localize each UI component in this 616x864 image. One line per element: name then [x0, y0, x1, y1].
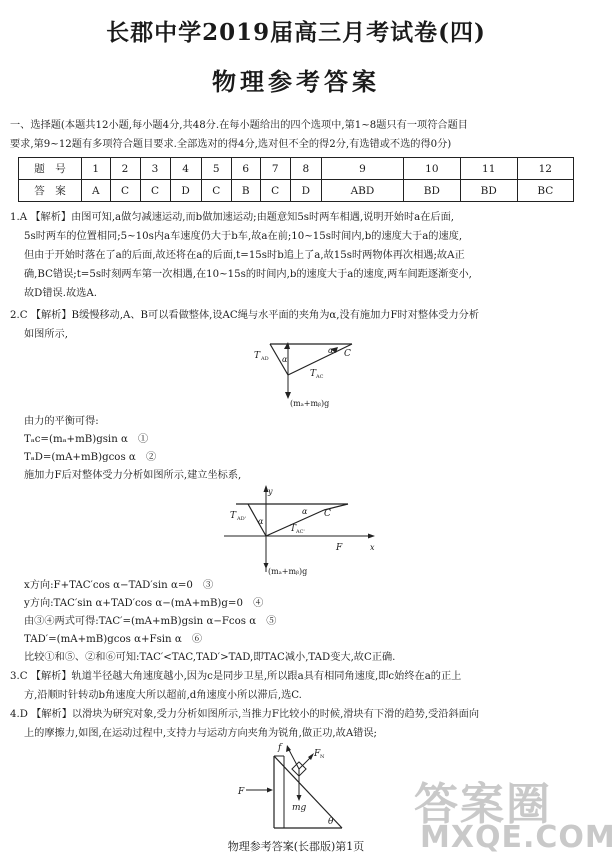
equation-5: 由③④两式可得:TAC′=(mA+mB)gsin α−Fcos α ⑤: [24, 616, 277, 627]
equation-2: TₐD=(mA+mB)gcos α ②: [24, 452, 157, 463]
answer-cell: C: [110, 180, 140, 202]
c-label: C: [324, 509, 331, 519]
q4-line: 4.D 【解析】以滑块为研究对象,受力分析如图所示,当推力F比较小的时候,滑块有下滑的趋势,受沿斜面向: [10, 709, 480, 720]
q2-line: 2.C 【解析】B缓慢移动,A、B可以看做整体,设AC绳与水平面的夹角为α,没有施加力F时对整体受力分析: [10, 310, 480, 321]
y-axis-label: y: [268, 487, 273, 496]
t-ad-label: T: [254, 351, 261, 361]
answer-table: [18, 157, 574, 202]
answer-cell: A: [82, 180, 111, 202]
q1-line: 故D错误.故选A.: [24, 288, 97, 299]
t-ac-label: T: [310, 369, 317, 379]
equation-3: x方向:F+TAC′cos α−TAD′sin α=0 ③: [24, 580, 214, 591]
exam-title: 长郡中学2019届高三月考试卷(四): [106, 19, 486, 46]
answer-cell: BD: [460, 180, 517, 202]
table-row: [19, 180, 574, 202]
t-ad-prime-label: T: [230, 511, 237, 521]
normal-force-sub: N: [320, 754, 325, 760]
alpha-label: α: [302, 507, 308, 516]
table-header-cell: 题 号: [19, 158, 82, 180]
answer-cell: BC: [517, 180, 573, 202]
q4-line: 上的摩擦力,如图,在运动过程中,支持力与运动方向夹角为锐角,做正功,故A错误;: [24, 728, 377, 739]
question-number-cell: 1: [82, 158, 111, 180]
normal-force-label: F: [314, 749, 321, 759]
equation-6: TAD′=(mA+mB)gcos α+Fsin α ⑥: [24, 634, 203, 645]
page-footer: 物理参考答案(长郡版)第1页: [227, 840, 365, 853]
section-intro-line-1: 一、选择题(本题共12小题,每小题4分,共48分.在每小题给出的四个选项中,第1~8题只有一项符合题目: [10, 120, 468, 131]
force-diagram-1: [240, 340, 370, 410]
table-header-cell: 答 案: [19, 180, 82, 202]
answer-cell: D: [290, 180, 321, 202]
answer-cell: C: [260, 180, 290, 202]
push-force-label: F: [238, 787, 245, 797]
t-ac-prime-label: T: [290, 524, 297, 534]
t-ad-prime-sub: AD': [237, 516, 246, 522]
question-number-cell: 11: [460, 158, 517, 180]
q1-line: 但由于开始时落在了a的后面,故还将在a的后面,t=15s时b追上了a,故15s时两物体再次相遇;故A正: [24, 250, 465, 261]
question-number-cell: 4: [170, 158, 201, 180]
t-ac-prime-sub: AC': [296, 529, 305, 535]
q2-line: 如图所示,: [24, 329, 68, 340]
question-number-cell: 5: [201, 158, 231, 180]
q1-line: 确,BC错误;t=5s时刻两车第一次相遇,在10~15s的时间内,b的速度大于a的速度,两车间距逐渐变小,: [24, 269, 472, 280]
friction-label: f: [278, 743, 282, 753]
section-intro-line-2: 要求,第9~12题有多项符合题目要求.全部选对的得4分,选对但不全的得2分,有选错或不选的得0分): [10, 139, 452, 150]
q1-line: 1.A 【解析】由图可知,a做匀减速运动,而b做加速运动;由题意知5s时两车相遇,说明开始时a在后面,: [10, 212, 455, 223]
force-diagram-2: [224, 484, 384, 576]
watermark-url: MXQE.COM: [420, 820, 616, 855]
question-number-cell: 12: [517, 158, 573, 180]
q2-conclusion: 比较①和⑤、②和⑥可知:TAC′<TAC,TAD′>TAD,即TAC减小,TAD变大,故C正确.: [24, 652, 396, 663]
question-number-cell: 2: [110, 158, 140, 180]
q2b-line: 施加力F后对整体受力分析如图所示,建立坐标系,: [24, 470, 242, 481]
question-number-cell: 6: [231, 158, 260, 180]
question-number-cell: 3: [140, 158, 170, 180]
alpha-label: α: [282, 355, 288, 364]
answer-cell: C: [140, 180, 170, 202]
page-title: 物理参考答案: [212, 67, 380, 96]
t-ad-sub: AD: [261, 356, 269, 362]
gravity-label: mg: [292, 803, 307, 813]
equation-1: Tₐc=(mₐ+mB)gsin α ①: [24, 434, 149, 445]
f-label: F: [336, 543, 343, 553]
q1-line: 5s时两车的位置相同;5~10s内a车速度仍大于b车,故a在前;10~15s时间内,b的速度大于a的速度,: [24, 231, 463, 242]
question-number-cell: 7: [260, 158, 290, 180]
weight-label: (mₐ+mᵦ)g: [290, 399, 330, 408]
question-number-cell: 10: [403, 158, 460, 180]
answer-cell: BD: [403, 180, 460, 202]
q3-line: 3.C 【解析】轨道半径越大角速度越小,因为c是同步卫星,所以跟a具有相同角速度,即c始终在a的正上: [10, 671, 462, 682]
x-axis-label: x: [370, 543, 375, 552]
weight-label: (mₐ+mᵦ)g: [268, 567, 308, 576]
theta-label: θ: [328, 817, 334, 827]
alpha-label: α: [328, 346, 334, 355]
question-number-cell: 8: [290, 158, 321, 180]
answer-cell: C: [201, 180, 231, 202]
watermark-logo: 答案圈: [414, 779, 552, 830]
c-label: C: [344, 349, 351, 359]
answer-cell: D: [170, 180, 201, 202]
alpha-label: α: [258, 517, 264, 526]
q2b-line: 由力的平衡可得:: [24, 416, 99, 427]
t-ac-sub: AC: [316, 374, 324, 380]
answer-cell: B: [231, 180, 260, 202]
question-number-cell: 9: [321, 158, 403, 180]
answer-cell: ABD: [321, 180, 403, 202]
incline-diagram: [236, 740, 356, 834]
equation-4: y方向:TAC′sin α+TAD′cos α−(mA+mB)g=0 ④: [24, 598, 264, 609]
table-row: [19, 158, 574, 180]
q3-line: 方,沿顺时针转动b角速度大所以超前,d角速度小所以滞后,选C.: [24, 690, 302, 701]
